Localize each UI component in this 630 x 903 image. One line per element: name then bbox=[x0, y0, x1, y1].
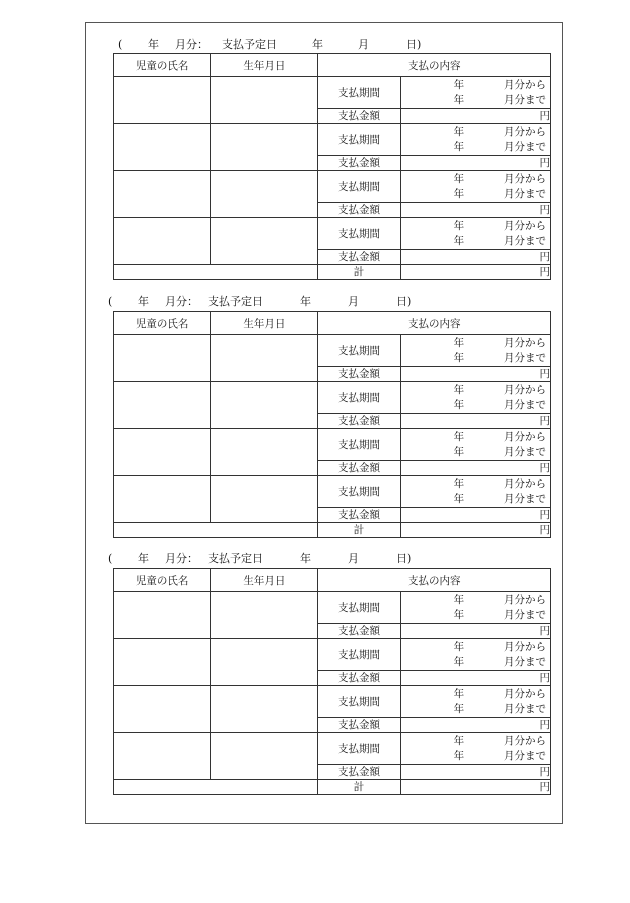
to-year: 年 bbox=[453, 609, 465, 621]
amount-value-cell[interactable]: 円 bbox=[400, 203, 550, 218]
child-name-cell[interactable] bbox=[114, 218, 211, 265]
table-row bbox=[114, 429, 551, 461]
title-open-paren: ( bbox=[108, 295, 113, 308]
amount-value-cell[interactable]: 円 bbox=[400, 109, 550, 124]
total-blank-cell bbox=[114, 265, 318, 280]
amount-value-cell[interactable]: 円 bbox=[400, 671, 550, 686]
table-header-row bbox=[114, 569, 551, 592]
header-child-name: 児童の氏名 bbox=[114, 312, 211, 335]
table-row bbox=[114, 686, 551, 718]
period-label: 支払期間 bbox=[318, 218, 400, 250]
title-date-month: 月 bbox=[348, 295, 359, 308]
table-header-row bbox=[114, 312, 551, 335]
table-row bbox=[114, 733, 551, 765]
header-birth-date: 生年月日 bbox=[211, 312, 318, 335]
to-month: 月分まで bbox=[504, 94, 546, 106]
header-child-name: 児童の氏名 bbox=[114, 569, 211, 592]
title-month-part-label: 月分： bbox=[165, 295, 198, 308]
from-month: 月分から bbox=[504, 478, 546, 490]
title-payment-date-label: 支払予定日 bbox=[208, 295, 263, 308]
amount-label: 支払金額 bbox=[318, 461, 400, 476]
to-year: 年 bbox=[453, 188, 465, 200]
total-blank-cell bbox=[114, 780, 318, 795]
period-label: 支払期間 bbox=[318, 124, 400, 156]
amount-value-cell[interactable]: 円 bbox=[400, 765, 550, 780]
from-year: 年 bbox=[453, 641, 465, 653]
payment-table bbox=[113, 568, 551, 795]
from-year: 年 bbox=[453, 384, 465, 396]
amount-label: 支払金額 bbox=[318, 203, 400, 218]
from-year: 年 bbox=[453, 337, 465, 349]
period-label: 支払期間 bbox=[318, 686, 400, 718]
to-month: 月分まで bbox=[504, 493, 546, 505]
to-month: 月分まで bbox=[504, 141, 546, 153]
payment-table bbox=[113, 311, 551, 538]
to-month: 月分まで bbox=[504, 609, 546, 621]
period-value-cell[interactable] bbox=[400, 171, 550, 203]
period-value-cell[interactable] bbox=[400, 335, 550, 367]
amount-value-cell[interactable]: 円 bbox=[400, 508, 550, 523]
birth-date-cell[interactable] bbox=[211, 77, 318, 124]
title-month-part-label: 月分： bbox=[175, 38, 208, 51]
amount-value-cell[interactable]: 円 bbox=[400, 461, 550, 476]
period-label: 支払期間 bbox=[318, 639, 400, 671]
amount-value-cell[interactable]: 円 bbox=[400, 367, 550, 382]
birth-date-cell[interactable] bbox=[211, 592, 318, 639]
amount-label: 支払金額 bbox=[318, 250, 400, 265]
child-name-cell[interactable] bbox=[114, 639, 211, 686]
to-year: 年 bbox=[453, 703, 465, 715]
title-date-day: 日) bbox=[396, 295, 412, 308]
title-month-part-label: 月分： bbox=[165, 552, 198, 565]
period-value-cell[interactable] bbox=[400, 686, 550, 718]
to-year: 年 bbox=[453, 94, 465, 106]
to-year: 年 bbox=[453, 750, 465, 762]
period-label: 支払期間 bbox=[318, 476, 400, 508]
child-name-cell[interactable] bbox=[114, 686, 211, 733]
to-year: 年 bbox=[453, 493, 465, 505]
to-year: 年 bbox=[453, 656, 465, 668]
to-year: 年 bbox=[453, 446, 465, 458]
header-payment-content: 支払の内容 bbox=[318, 54, 551, 77]
period-value-cell[interactable] bbox=[400, 639, 550, 671]
to-month: 月分まで bbox=[504, 750, 546, 762]
from-month: 月分から bbox=[504, 173, 546, 185]
amount-value-cell[interactable]: 円 bbox=[400, 250, 550, 265]
period-label: 支払期間 bbox=[318, 171, 400, 203]
table-row bbox=[114, 592, 551, 624]
from-year: 年 bbox=[453, 220, 465, 232]
from-year: 年 bbox=[453, 478, 465, 490]
total-label: 計 bbox=[318, 780, 400, 795]
total-value-cell[interactable]: 円 bbox=[400, 523, 550, 538]
birth-date-cell[interactable] bbox=[211, 429, 318, 476]
title-payment-date-label: 支払予定日 bbox=[208, 552, 263, 565]
total-value-cell[interactable]: 円 bbox=[400, 780, 550, 795]
title-date-year: 年 bbox=[300, 552, 311, 565]
period-value-cell[interactable] bbox=[400, 476, 550, 508]
period-label: 支払期間 bbox=[318, 429, 400, 461]
birth-date-cell[interactable] bbox=[211, 476, 318, 523]
amount-label: 支払金額 bbox=[318, 367, 400, 382]
period-value-cell[interactable] bbox=[400, 124, 550, 156]
child-name-cell[interactable] bbox=[114, 171, 211, 218]
title-date-month: 月 bbox=[348, 552, 359, 565]
from-month: 月分から bbox=[504, 220, 546, 232]
table-row bbox=[114, 77, 551, 109]
title-date-year: 年 bbox=[300, 295, 311, 308]
to-year: 年 bbox=[453, 235, 465, 247]
header-payment-content: 支払の内容 bbox=[318, 569, 551, 592]
child-name-cell[interactable] bbox=[114, 429, 211, 476]
birth-date-cell[interactable] bbox=[211, 124, 318, 171]
from-month: 月分から bbox=[504, 384, 546, 396]
header-birth-date: 生年月日 bbox=[211, 569, 318, 592]
from-year: 年 bbox=[453, 79, 465, 91]
from-month: 月分から bbox=[504, 594, 546, 606]
child-name-cell[interactable] bbox=[114, 382, 211, 429]
amount-label: 支払金額 bbox=[318, 109, 400, 124]
period-value-cell[interactable] bbox=[400, 733, 550, 765]
birth-date-cell[interactable] bbox=[211, 686, 318, 733]
amount-value-cell[interactable]: 円 bbox=[400, 414, 550, 429]
amount-label: 支払金額 bbox=[318, 671, 400, 686]
to-month: 月分まで bbox=[504, 656, 546, 668]
to-month: 月分まで bbox=[504, 235, 546, 247]
birth-date-cell[interactable] bbox=[211, 382, 318, 429]
from-month: 月分から bbox=[504, 431, 546, 443]
period-value-cell[interactable] bbox=[400, 218, 550, 250]
amount-label: 支払金額 bbox=[318, 718, 400, 733]
from-month: 月分から bbox=[504, 735, 546, 747]
total-row bbox=[114, 265, 551, 280]
table-header-row bbox=[114, 54, 551, 77]
from-month: 月分から bbox=[504, 641, 546, 653]
to-month: 月分まで bbox=[504, 446, 546, 458]
from-year: 年 bbox=[453, 173, 465, 185]
to-month: 月分まで bbox=[504, 188, 546, 200]
to-month: 月分まで bbox=[504, 399, 546, 411]
period-label: 支払期間 bbox=[318, 733, 400, 765]
from-year: 年 bbox=[453, 688, 465, 700]
amount-label: 支払金額 bbox=[318, 414, 400, 429]
child-name-cell[interactable] bbox=[114, 77, 211, 124]
birth-date-cell[interactable] bbox=[211, 733, 318, 780]
period-value-cell[interactable] bbox=[400, 429, 550, 461]
header-child-name: 児童の氏名 bbox=[114, 54, 211, 77]
amount-label: 支払金額 bbox=[318, 508, 400, 523]
header-payment-content: 支払の内容 bbox=[318, 312, 551, 335]
child-name-cell[interactable] bbox=[114, 592, 211, 639]
title-payment-date-label: 支払予定日 bbox=[222, 38, 277, 51]
from-year: 年 bbox=[453, 126, 465, 138]
child-name-cell[interactable] bbox=[114, 476, 211, 523]
period-label: 支払期間 bbox=[318, 382, 400, 414]
birth-date-cell[interactable] bbox=[211, 639, 318, 686]
period-label: 支払期間 bbox=[318, 77, 400, 109]
title-date-year: 年 bbox=[312, 38, 323, 51]
from-year: 年 bbox=[453, 735, 465, 747]
child-name-cell[interactable] bbox=[114, 335, 211, 382]
amount-label: 支払金額 bbox=[318, 624, 400, 639]
to-year: 年 bbox=[453, 141, 465, 153]
total-row bbox=[114, 523, 551, 538]
period-value-cell[interactable] bbox=[400, 382, 550, 414]
total-value-cell[interactable]: 円 bbox=[400, 265, 550, 280]
title-year-label: 年 bbox=[138, 552, 149, 565]
amount-label: 支払金額 bbox=[318, 156, 400, 171]
title-date-day: 日) bbox=[396, 552, 412, 565]
table-row bbox=[114, 382, 551, 414]
header-birth-date: 生年月日 bbox=[211, 54, 318, 77]
table-row bbox=[114, 476, 551, 508]
table-row bbox=[114, 218, 551, 250]
title-year-label: 年 bbox=[138, 295, 149, 308]
title-date-month: 月 bbox=[358, 38, 369, 51]
title-date-day: 日) bbox=[406, 38, 422, 51]
from-year: 年 bbox=[453, 431, 465, 443]
title-year-label: 年 bbox=[148, 38, 159, 51]
total-row bbox=[114, 780, 551, 795]
birth-date-cell[interactable] bbox=[211, 218, 318, 265]
table-row bbox=[114, 124, 551, 156]
amount-label: 支払金額 bbox=[318, 765, 400, 780]
amount-value-cell[interactable]: 円 bbox=[400, 624, 550, 639]
child-name-cell[interactable] bbox=[114, 733, 211, 780]
table-row bbox=[114, 335, 551, 367]
to-month: 月分まで bbox=[504, 703, 546, 715]
from-year: 年 bbox=[453, 594, 465, 606]
table-row bbox=[114, 639, 551, 671]
period-label: 支払期間 bbox=[318, 592, 400, 624]
period-label: 支払期間 bbox=[318, 335, 400, 367]
total-label: 計 bbox=[318, 265, 400, 280]
amount-value-cell[interactable]: 円 bbox=[400, 156, 550, 171]
table-row bbox=[114, 171, 551, 203]
to-month: 月分まで bbox=[504, 352, 546, 364]
birth-date-cell[interactable] bbox=[211, 335, 318, 382]
birth-date-cell[interactable] bbox=[211, 171, 318, 218]
child-name-cell[interactable] bbox=[114, 124, 211, 171]
total-label: 計 bbox=[318, 523, 400, 538]
amount-value-cell[interactable]: 円 bbox=[400, 718, 550, 733]
payment-table bbox=[113, 53, 551, 280]
total-blank-cell bbox=[114, 523, 318, 538]
title-open-paren: ( bbox=[118, 38, 123, 51]
from-month: 月分から bbox=[504, 337, 546, 349]
to-year: 年 bbox=[453, 399, 465, 411]
from-month: 月分から bbox=[504, 126, 546, 138]
to-year: 年 bbox=[453, 352, 465, 364]
from-month: 月分から bbox=[504, 688, 546, 700]
period-value-cell[interactable] bbox=[400, 77, 550, 109]
period-value-cell[interactable] bbox=[400, 592, 550, 624]
title-open-paren: ( bbox=[108, 552, 113, 565]
from-month: 月分から bbox=[504, 79, 546, 91]
